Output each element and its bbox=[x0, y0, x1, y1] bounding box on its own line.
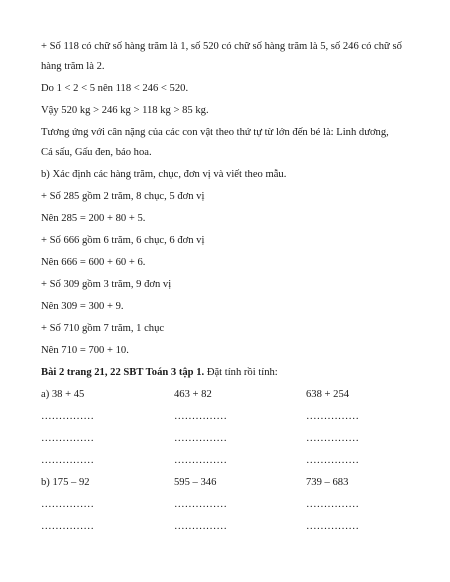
answer-blank: …………… bbox=[41, 521, 94, 532]
paragraph: + Số 710 gồm 7 trăm, 1 chục bbox=[41, 323, 165, 334]
answer-blank: …………… bbox=[306, 411, 359, 422]
problem-b1: b) 175 – 92 bbox=[41, 477, 90, 488]
exercise-instruction: Đặt tính rồi tính: bbox=[204, 367, 278, 378]
answer-blank: …………… bbox=[306, 521, 359, 532]
paragraph: Nên 285 = 200 + 80 + 5. bbox=[41, 213, 146, 224]
problem-a3: 638 + 254 bbox=[306, 389, 350, 400]
paragraph: Nên 666 = 600 + 60 + 6. bbox=[41, 257, 146, 268]
paragraph: + Số 309 gồm 3 trăm, 9 đơn vị bbox=[41, 279, 172, 290]
answer-blank: …………… bbox=[174, 433, 227, 444]
problem-b3: 739 – 683 bbox=[306, 477, 349, 488]
paragraph: Nên 710 = 700 + 10. bbox=[41, 345, 129, 356]
answer-blank: …………… bbox=[174, 499, 227, 510]
problem-b2: 595 – 346 bbox=[174, 477, 217, 488]
problem-a2: 463 + 82 bbox=[174, 389, 212, 400]
problem-a1: a) 38 + 45 bbox=[41, 389, 85, 400]
answer-blank: …………… bbox=[174, 521, 227, 532]
paragraph: Do 1 < 2 < 5 nên 118 < 246 < 520. bbox=[41, 83, 189, 94]
answer-blank: …………… bbox=[174, 455, 227, 466]
answer-blank: …………… bbox=[41, 411, 94, 422]
answer-blank: …………… bbox=[41, 499, 94, 510]
paragraph: Vậy 520 kg > 246 kg > 118 kg > 85 kg. bbox=[41, 105, 209, 116]
paragraph: + Số 118 có chữ số hàng trăm là 1, số 520 có chữ số hàng trăm là 5, số 246 có chữ số bbox=[41, 41, 402, 52]
paragraph: hàng trăm là 2. bbox=[41, 61, 105, 72]
paragraph: b) Xác định các hàng trăm, chục, đơn vị và viết theo mẫu. bbox=[41, 169, 287, 180]
paragraph: Nên 309 = 300 + 9. bbox=[41, 301, 124, 312]
answer-blank: …………… bbox=[306, 499, 359, 510]
paragraph: Cá sấu, Gấu đen, báo hoa. bbox=[41, 147, 152, 158]
exercise-heading bbox=[41, 367, 278, 378]
answer-blank: …………… bbox=[174, 411, 227, 422]
paragraph: + Số 285 gồm 2 trăm, 8 chục, 5 đơn vị bbox=[41, 191, 205, 202]
paragraph: + Số 666 gồm 6 trăm, 6 chục, 6 đơn vị bbox=[41, 235, 205, 246]
paragraph: Tương ứng với cân nặng của các con vật theo thứ tự từ lớn đến bé là: Linh dương, bbox=[41, 127, 389, 138]
answer-blank: …………… bbox=[306, 455, 359, 466]
answer-blank: …………… bbox=[306, 433, 359, 444]
exercise-title: Bài 2 trang 21, 22 SBT Toán 3 tập 1. bbox=[41, 367, 205, 378]
answer-blank: …………… bbox=[41, 455, 94, 466]
answer-blank: …………… bbox=[41, 433, 94, 444]
